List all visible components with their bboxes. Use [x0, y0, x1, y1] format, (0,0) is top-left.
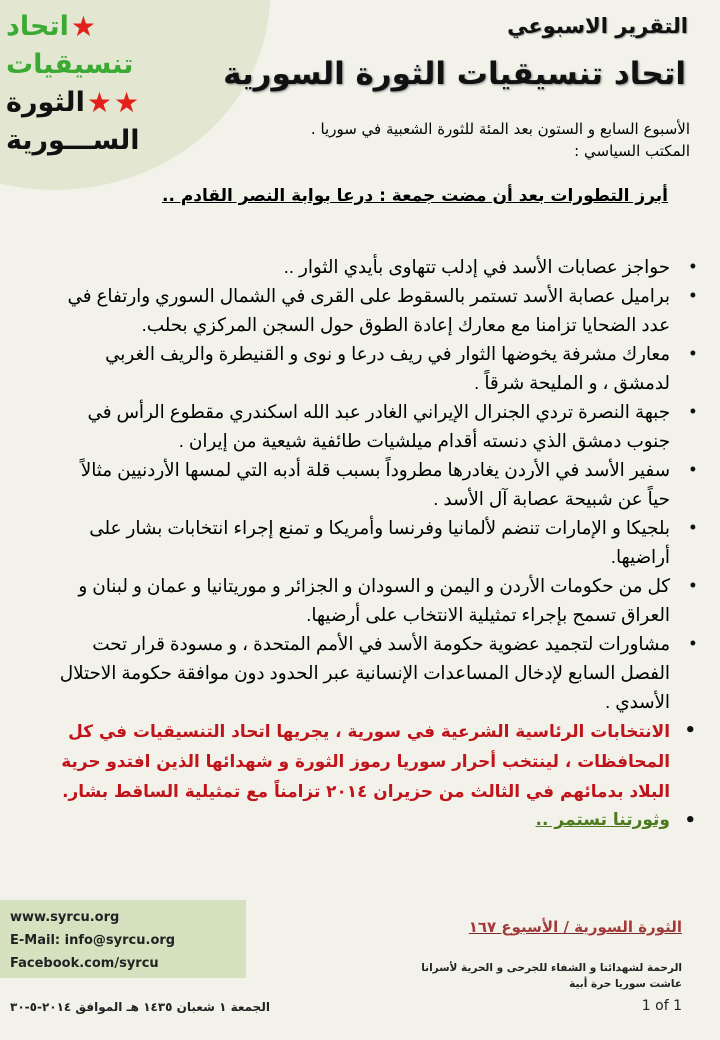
red-star-icon: ★: [86, 86, 112, 119]
prayer: [421, 960, 682, 992]
red-star-icon: ★: [113, 86, 140, 119]
logo-line-1: اتحاد: [6, 11, 69, 42]
logo: [6, 8, 140, 160]
week-line: الأسبوع السابع و الستون بعد المئة للثورة الشعبية في سوريا .: [310, 120, 690, 138]
bullet-item: • براميل عصابة الأسد تستمر بالسقوط على القرى في الشمال السوري وارتفاع في عدد الضحايا تزامنا مع معارك إعادة الطوق حول السجن المركزي بحلب.: [56, 281, 696, 339]
logo-line-2: تنسيقيات: [6, 49, 134, 80]
bullet-list: [56, 252, 696, 835]
website-link[interactable]: www.syrcu.org: [10, 910, 120, 925]
red-star-icon: ★: [70, 10, 96, 43]
prayer-line-2: عاشت سوريا حرة أبية: [569, 978, 682, 990]
prayer-line-1: الرحمة لشهدائنا و الشفاء للجرحى و الحرية لأسرانا: [421, 962, 682, 974]
office-line: المكتب السياسي :: [574, 142, 690, 160]
report-label: التقرير الاسبوعي: [507, 14, 688, 38]
contact-box: [0, 900, 246, 978]
org-title: اتحاد تنسيقيات الثورة السورية: [223, 56, 686, 92]
bullet-item: • مشاورات لتجميد عضوية حكومة الأسد في الأمم المتحدة ، و مسودة قرار تحت الفصل السابع لإدخال المساعدات الإنسانية عبر الحدود دون موافقة حكومة الاحتلال الأسدي .: [56, 629, 696, 716]
bullet-item: • كل من حكومات الأردن و اليمن و السودان و الجزائر و موريتانيا و عمان و لبنان و العراق تسمح بإجراء تمثيلية الانتخاب على أرضيها.: [56, 571, 696, 629]
facebook-link[interactable]: Facebook.com/syrcu: [10, 956, 159, 971]
bullet-item: • معارك مشرفة يخوضها الثوار في ريف درعا و نوى و القنيطرة والريف الغربي لدمشق ، و المليحة شرقاً .: [56, 339, 696, 397]
headline: أبرز التطورات بعد أن مضت جمعة : درعا بوابة النصر القادم ..: [162, 186, 668, 206]
bullet-item: • سفير الأسد في الأردن يغادرها مطروداً بسبب قلة أدبه التي لمسها الأردنيين مثالاً حياً عن شبيحة عصابة آل الأسد .: [56, 455, 696, 513]
date-line: الجمعة ١ شعبان ١٤٣٥ هـ الموافق ٢٠١٤-٥-٣٠: [10, 1000, 270, 1014]
bullet-item: • جبهة النصرة تردي الجنرال الإيراني الغادر عبد الله اسكندري مقطوع الرأس في جنوب دمشق الذي دنسته أقدام ميلشيات طائفية شيعية من إيران .: [56, 397, 696, 455]
bullet-item: • بلجيكا و الإمارات تنضم لألمانيا وفرنسا وأمريكا و تمنع إجراء انتخابات بشار على أراضيها.: [56, 513, 696, 571]
week-tag: الثورة السورية / الأسبوع ١٦٧: [468, 918, 682, 936]
intro: [311, 118, 690, 162]
logo-line-4: الســـورية: [6, 125, 140, 156]
bullet-item: • حواجز عصابات الأسد في إدلب تتهاوى بأيدي الثوار ..: [56, 252, 696, 281]
page-number: 1 of 1: [641, 998, 682, 1014]
bullet-item-highlight: • الانتخابات الرئاسية الشرعية في سورية ، يجريها اتحاد التنسيقيات في كل المحافظات ، لينتخب أحرار سوريا رموز الثورة و شهدائها الذين افتدو حرية البلاد بدمائهم في الثالث من حزيران ٢٠١٤ تزامناً مع تمثيلية الساقط بشار.: [56, 716, 696, 806]
bullet-item-closing: • وثورتنا تستمر ..: [56, 806, 696, 835]
email-link[interactable]: E-Mail: info@syrcu.org: [10, 933, 176, 948]
logo-line-3: الثورة: [6, 87, 85, 118]
